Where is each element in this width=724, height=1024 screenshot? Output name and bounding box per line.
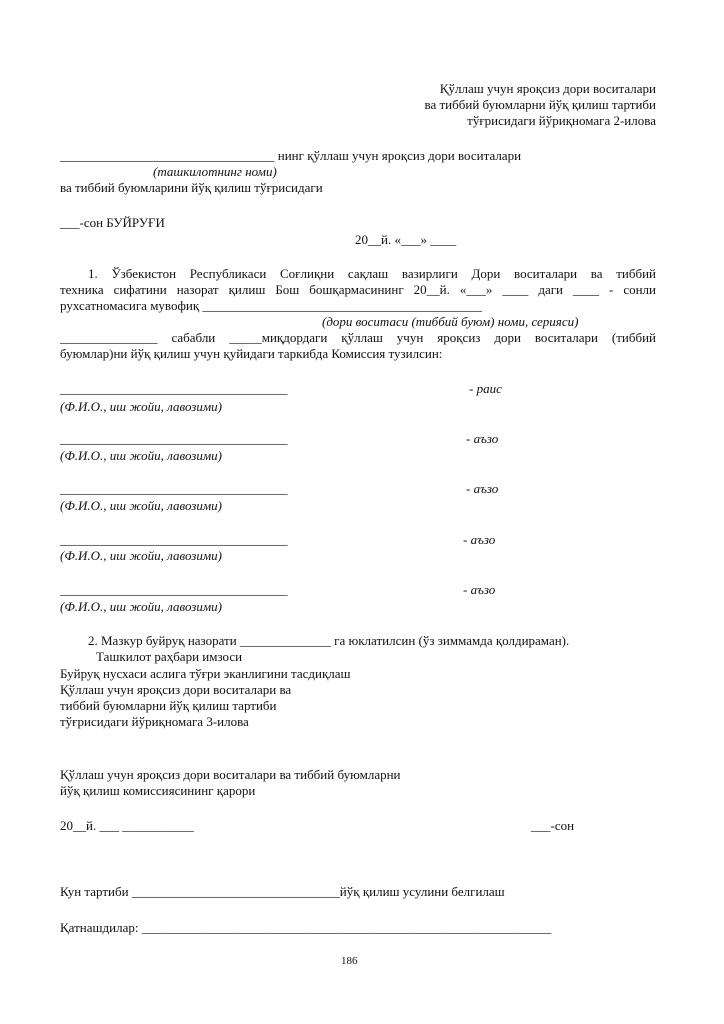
decision-date: 20__й. ___ ___________ (60, 818, 194, 833)
header-line-2: ва тиббий буюмларни йўқ қилиш тартиби (424, 97, 656, 112)
member-role: - аъзо (466, 481, 499, 496)
decision-number: ___-сон (531, 818, 575, 833)
para1-line-1: 1. Ўзбекистон Республикаси Соғлиқни сақлаш вазирлиги Дори воситалари ва тиббий (88, 266, 656, 281)
member-caption: (Ф.И.О., иш жойи, лавозими) (60, 548, 222, 563)
decision-title-line-1: Қўллаш учун яроқсиз дори воситалари ва тиббий буюмларни (60, 767, 401, 782)
member-role: - аъзо (463, 582, 496, 597)
drug-name-caption: (дори воситаси (тиббий буюм) номи, серияси) (322, 314, 579, 329)
header-line-3: тўғрисидаги йўриқномага 2-илова (467, 113, 656, 128)
para1-line-4: _______________ сабабли _____миқдордаги қўллаш учун яроқсиз дори воситалари (тиббий (60, 330, 656, 345)
annex3-line-2: тиббий буюмларни йўқ қилиш тартиби (60, 698, 277, 713)
member-caption: (Ф.И.О., иш жойи, лавозими) (60, 399, 222, 414)
member-line: ___________________________________ (60, 582, 288, 597)
agenda-line: Кун тартиби ________________________________йўқ қилиш усулини белгилаш (60, 884, 505, 899)
annex3-line-3: тўғрисидаги йўриқномага 3-илова (60, 714, 249, 729)
participants-line: Қатнашдилар: _______________________________________________________________ (60, 920, 552, 935)
order-title: ___-сон БУЙРУҒИ (60, 215, 165, 230)
header-line-1: Қўллаш учун яроқсиз дори воситалари (439, 81, 656, 96)
org-name-line: _________________________________ нинг қўллаш учун яроқсиз дори воситалари (60, 148, 522, 163)
decision-title-line-2: йўқ қилиш комиссиясининг қарори (60, 783, 256, 798)
member-line-chair: ___________________________________ (60, 381, 288, 396)
member-role: - аъзо (463, 532, 496, 547)
member-line: ___________________________________ (60, 431, 288, 446)
member-caption: (Ф.И.О., иш жойи, лавозими) (60, 448, 222, 463)
head-signature: Ташкилот раҳбари имзоси (96, 649, 243, 664)
member-caption: (Ф.И.О., иш жойи, лавозими) (60, 498, 222, 513)
member-role-chair: - раис (469, 381, 502, 396)
para1-line-2: техника сифатини назорат қилиш Бош бошқармасининг 20__й. «___» ____ даги ____ - сонли (60, 282, 656, 297)
member-caption: (Ф.И.О., иш жойи, лавозими) (60, 599, 222, 614)
member-line: ___________________________________ (60, 532, 288, 547)
para2-line-1: 2. Мазкур буйруқ назорати ______________ га юклатилсин (ўз зиммамда қолдираман). (88, 633, 570, 648)
para1-line-3: рухсатномасига мувофиқ ___________________________________________ (60, 298, 482, 313)
org-name-caption: (ташкилотнинг номи) (153, 164, 277, 179)
title-line-2: ва тиббий буюмларини йўқ қилиш тўғрисидаги (60, 180, 323, 195)
member-line: ___________________________________ (60, 481, 288, 496)
member-role: - аъзо (466, 431, 499, 446)
para1-line-5: буюмлар)ни йўқ қилиш учун қуйидаги таркибда Комиссия тузилсин: (60, 346, 443, 361)
annex3-line-1: Қўллаш учун яроқсиз дори воситалари ва (60, 682, 292, 697)
page-number: 186 (341, 955, 358, 967)
certify-copy: Буйруқ нусхаси аслига тўғри эканлигини тасдиқлаш (60, 666, 351, 681)
order-date: 20__й. «___» ____ (355, 232, 457, 247)
